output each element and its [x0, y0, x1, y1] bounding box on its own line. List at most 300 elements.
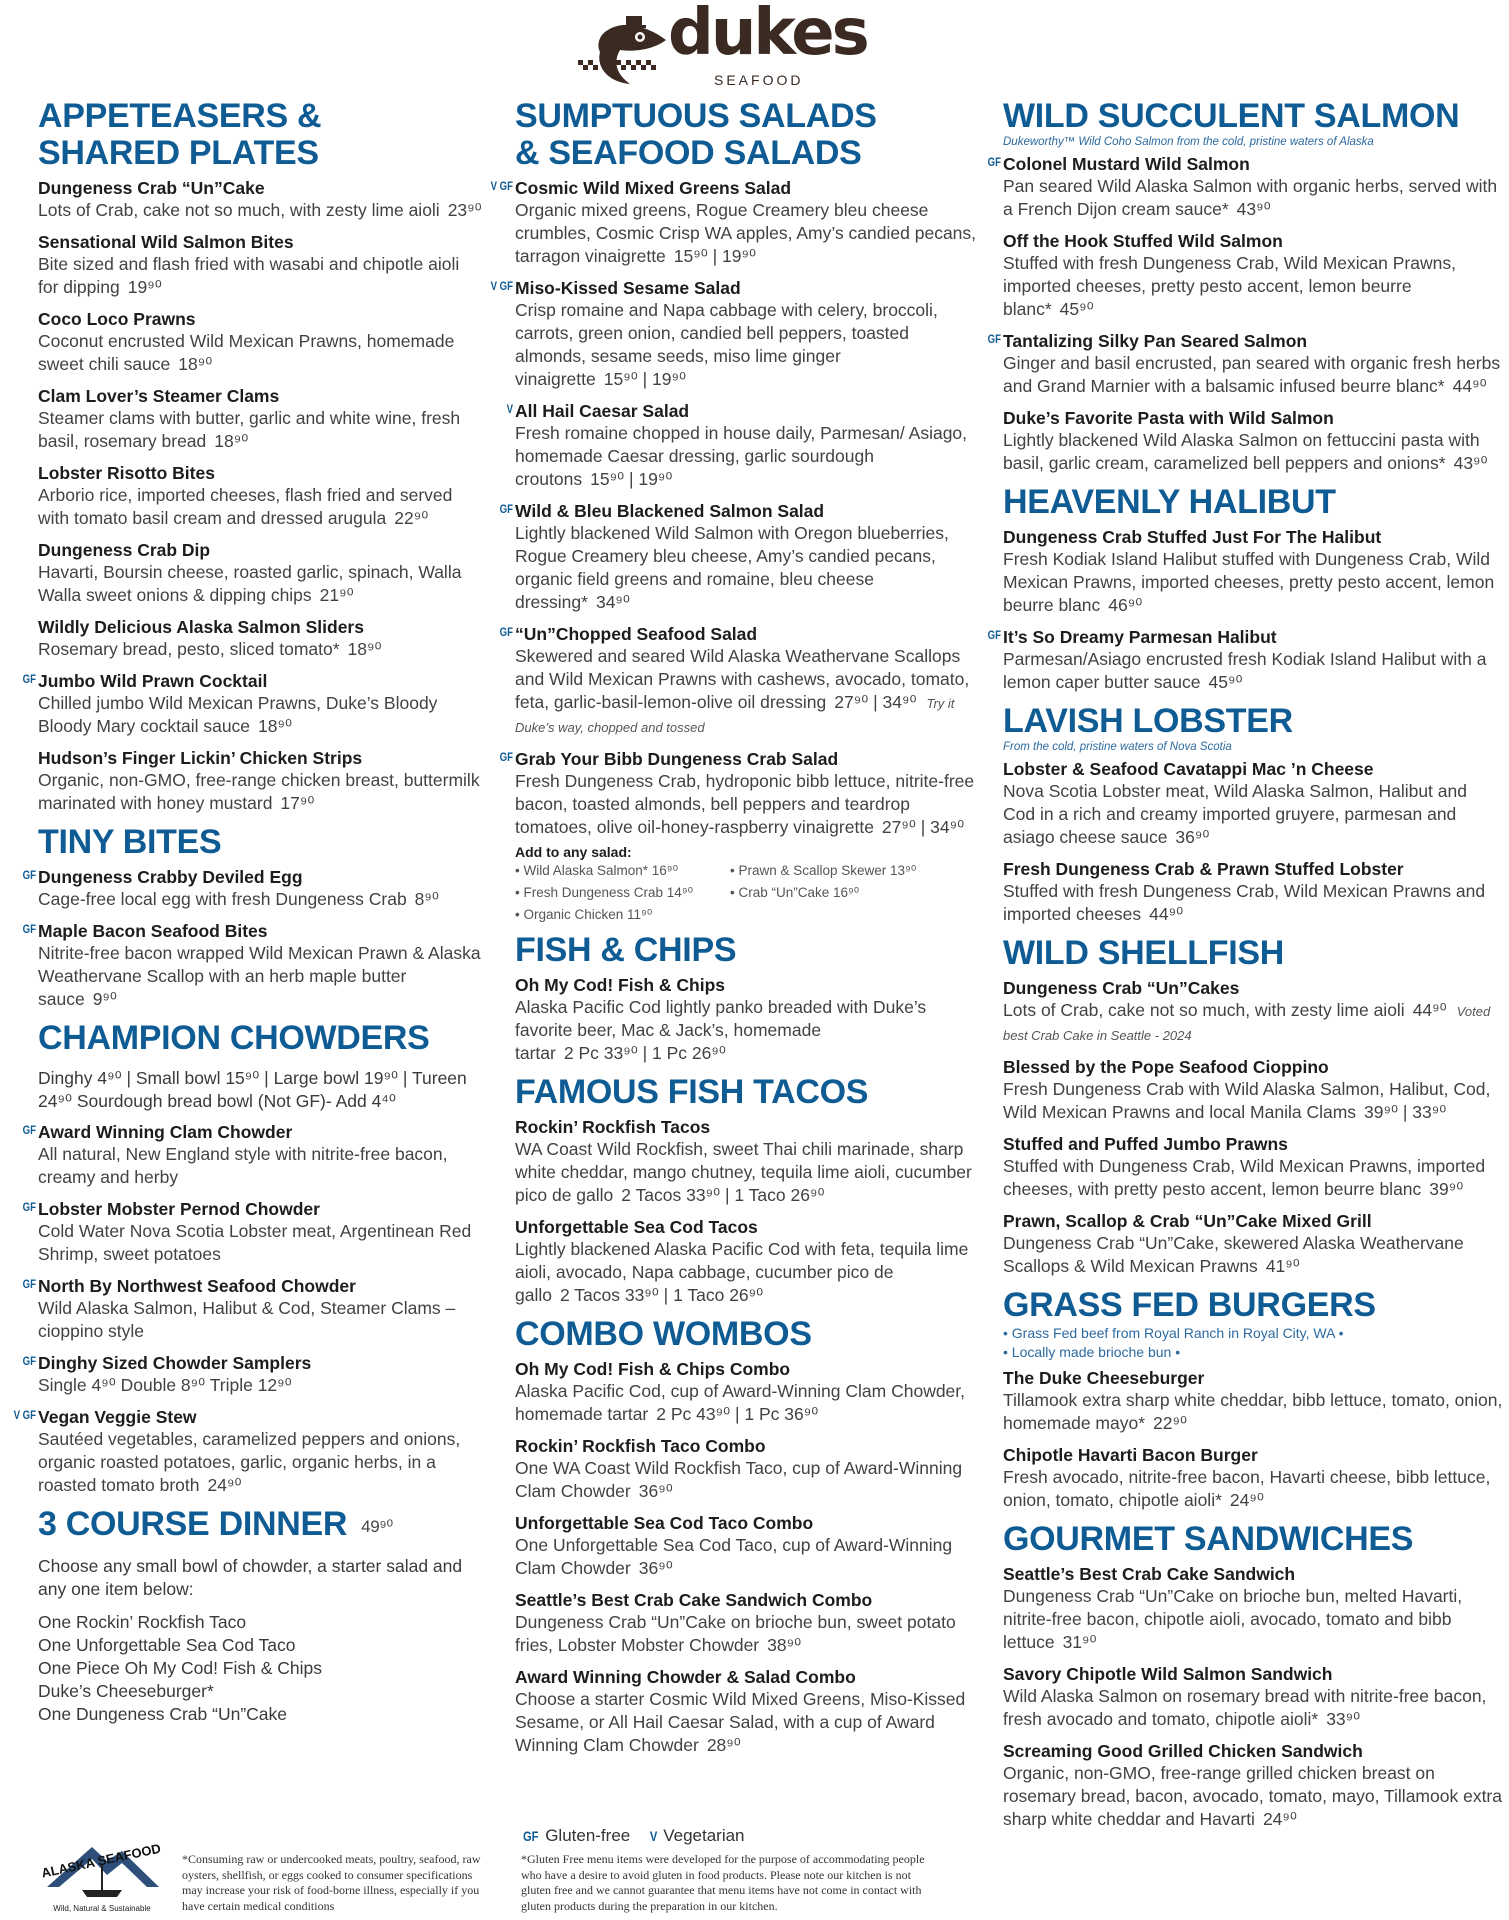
menu-item: [515, 1435, 977, 1503]
item-name: Oh My Cod! Fish & Chips: [515, 975, 725, 995]
section-note: • Grass Fed beef from Royal Ranch in Royal City, WA •: [1003, 1325, 1344, 1341]
section-title-text: GOURMET SANDWICHES: [1003, 1520, 1414, 1558]
course-option: One Unforgettable Sea Cod Taco: [38, 1634, 296, 1655]
addons-list: [515, 860, 977, 926]
gf-tag: GF: [522, 1828, 539, 1844]
item-description-text: Organic mixed greens, Rogue Creamery bleu cheese crumbles, Cosmic Crisp WA apples, Amy’s candied pecans, tarragon vinaigrette: [515, 200, 977, 266]
item-price: 39⁹⁰: [1429, 1179, 1464, 1199]
item-price: 45⁹⁰: [1208, 672, 1243, 692]
menu-item: [515, 974, 977, 1065]
item-description-text: One WA Coast Wild Rockfish Taco, cup of Award-Winning Clam Chowder: [515, 1458, 963, 1501]
item-description-text: Nitrite-free bacon wrapped Wild Mexican Prawn & Alaska Weathervane Scallop with an herb maple butter sauce: [38, 943, 481, 1009]
section-title-text: TINY BITES: [38, 823, 222, 861]
item-description: [515, 1688, 977, 1757]
v-label: Vegetarian: [663, 1826, 745, 1845]
item-description-text: Lightly blackened Wild Alaska Salmon on fettuccini pasta with basil, garlic cream, caramelized bell peppers and onions*: [1003, 430, 1480, 473]
item-price: 8⁹⁰: [414, 889, 439, 909]
item-price: 23⁹⁰: [447, 200, 482, 220]
item-name: North By Northwest Seafood Chowder: [38, 1276, 356, 1296]
section-subtitle: From the cold, pristine waters of Nova Scotia: [1003, 741, 1232, 753]
item-description-text: Lots of Crab, cake not so much, with zesty lime aioli: [1003, 1000, 1405, 1020]
menu-section: [13, 1019, 483, 1497]
section-title-text: WILD SHELLFISH: [1003, 934, 1284, 972]
item-price: 41⁹⁰: [1265, 1256, 1300, 1276]
diet-tags: GF: [22, 1200, 36, 1214]
item-description: [38, 942, 483, 1011]
item-description-text: Sautéed vegetables, caramelized peppers and onions, organic roasted potatoes, garlic, organic herbs, in a roasted tomato broth: [38, 1429, 461, 1495]
item-description-text: Dungeness Crab “Un”Cake on brioche bun, sweet potato fries, Lobster Mobster Chowder: [515, 1612, 956, 1655]
item-price: 27⁹⁰ | 34⁹⁰: [834, 692, 917, 712]
menu-item: [38, 747, 483, 815]
item-description-text: Fresh romaine chopped in house daily, Parmesan/ Asiago, homemade Caesar dressing, garlic sourdough croutons: [515, 423, 968, 489]
column-middle: [490, 97, 977, 1766]
item-price: 46⁹⁰: [1108, 595, 1143, 615]
item-description: [1003, 429, 1503, 475]
item-name: The Duke Cheeseburger: [1003, 1368, 1205, 1388]
item-description-text: Choose a starter Cosmic Wild Mixed Greens, Miso-Kissed Sesame, or All Hail Caesar Salad, with a cup of Award Winning Clam Chowder: [515, 1689, 966, 1755]
section-intro: Dinghy 4⁹⁰ | Small bowl 15⁹⁰ | Large bowl 19⁹⁰ | Tureen 24⁹⁰ Sourdough bread bowl (Not GF)- Add 4⁴⁰: [38, 1068, 467, 1111]
item-name: Sensational Wild Salmon Bites: [38, 232, 294, 252]
menu-item: [499, 748, 977, 839]
menu-item: [506, 400, 977, 491]
column-left: [13, 97, 483, 1732]
menu-section: [22, 97, 483, 815]
section-title-text: 3 COURSE DINNER: [38, 1505, 348, 1543]
menu-item: [1003, 1133, 1503, 1201]
section-title: [1003, 703, 1503, 740]
section-title: [38, 1506, 483, 1545]
section-title: [515, 98, 977, 172]
item-name: Savory Chipotle Wild Salmon Sandwich: [1003, 1664, 1333, 1684]
menu-section: [22, 823, 483, 1011]
item-price: 27⁹⁰ | 34⁹⁰: [881, 817, 965, 837]
menu-item: [38, 616, 483, 661]
item-description: [515, 1380, 977, 1426]
item-price: 9⁹⁰: [92, 989, 117, 1009]
item-description: [1003, 1762, 1503, 1831]
item-description-text: Bite sized and flash fried with wasabi and chipotle aioli for dipping: [38, 254, 460, 297]
menu-item: [1003, 858, 1503, 926]
diet-tags: GF: [499, 502, 513, 516]
menu-item: [515, 1116, 977, 1207]
menu-section: [1003, 703, 1503, 926]
diet-tags: GF: [22, 1123, 36, 1137]
item-name: Colonel Mustard Wild Salmon: [1003, 154, 1250, 174]
diet-legend: [521, 1826, 745, 1846]
item-description-text: Organic, non-GMO, free-range chicken breast, buttermilk marinated with honey mustard: [38, 770, 480, 813]
alaska-seafood-mountain-icon: [37, 1835, 167, 1915]
menu-section: [1003, 935, 1503, 1278]
menu-section: [987, 483, 1503, 694]
item-name: Dungeness Crab Dip: [38, 540, 211, 560]
section-title-text: WILD SUCCULENT SALMON: [1003, 97, 1460, 135]
menu-item: [13, 1406, 483, 1497]
item-description: [38, 484, 483, 530]
item-description: [1003, 999, 1503, 1047]
item-name: All Hail Caesar Salad: [515, 401, 690, 421]
course-option: Duke’s Cheeseburger*: [38, 1680, 214, 1701]
item-note: Voted best Crab Cake in Seattle - 2024: [1003, 1004, 1491, 1043]
diet-tags: V GF: [490, 179, 514, 193]
fish-logo-icon: [578, 12, 668, 87]
diet-tags: V GF: [13, 1408, 37, 1422]
menu-section: [515, 1074, 977, 1307]
menu-section: [1003, 1287, 1503, 1512]
item-name: Blessed by the Pope Seafood Cioppino: [1003, 1057, 1329, 1077]
item-description: [38, 199, 483, 222]
menu-item: [22, 866, 483, 911]
item-description-text: One Unforgettable Sea Cod Taco, cup of Award-Winning Clam Chowder: [515, 1535, 953, 1578]
item-name: Hudson’s Finger Lickin’ Chicken Strips: [38, 748, 363, 768]
item-description: [38, 407, 483, 453]
menu-item: [22, 920, 483, 1011]
item-description: [1003, 1232, 1503, 1278]
section-title-text: COMBO WOMBOS: [515, 1315, 812, 1353]
item-description-text: Stuffed with fresh Dungeness Crab, Wild Mexican Prawns, imported cheeses, pretty pesto accent, lemon beurre blanc*: [1003, 253, 1456, 319]
item-name: Lobster Mobster Pernod Chowder: [38, 1199, 320, 1219]
section-title: [515, 1316, 977, 1353]
item-description: [515, 422, 977, 491]
item-description: [1003, 780, 1503, 849]
menu-item: [515, 1358, 977, 1426]
menu-item: [499, 500, 977, 614]
menu-item: [38, 231, 483, 299]
diet-tags: GF: [499, 750, 513, 764]
item-name: Seattle’s Best Crab Cake Sandwich: [1003, 1564, 1296, 1584]
item-price: 18⁹⁰: [258, 716, 293, 736]
menu-item: [1003, 1740, 1503, 1831]
menu-item: [38, 539, 483, 607]
item-description: [1003, 1155, 1503, 1201]
section-title-text: FISH & CHIPS: [515, 931, 737, 969]
diet-tags: GF: [22, 1354, 36, 1368]
item-description: [38, 1428, 483, 1497]
item-price: 36⁹⁰: [638, 1558, 673, 1578]
menu-item: [22, 1352, 483, 1397]
item-name: Grab Your Bibb Dungeness Crab Salad: [515, 749, 839, 769]
section-title: [38, 1020, 483, 1057]
item-price: 15⁹⁰ | 19⁹⁰: [603, 369, 686, 389]
item-description-text: Steamer clams with butter, garlic and white wine, fresh basil, rosemary bread: [38, 408, 461, 451]
brand-name: dukes: [668, 0, 867, 70]
menu-section: [1003, 1521, 1503, 1831]
item-name: Seattle’s Best Crab Cake Sandwich Combo: [515, 1590, 873, 1610]
item-price: 38⁹⁰: [767, 1635, 802, 1655]
item-price: 2 Tacos 33⁹⁰ | 1 Taco 26⁹⁰: [559, 1285, 764, 1305]
menu-item: [1003, 1367, 1503, 1435]
item-name: Cosmic Wild Mixed Greens Salad: [515, 178, 792, 198]
item-description: [1003, 548, 1503, 617]
item-description-text: Crisp romaine and Napa cabbage with celery, broccoli, carrots, green onion, candied bell peppers, toasted almonds, sesame seeds, miso lime ginger vinaigrette: [515, 300, 938, 389]
menu-section: [515, 1316, 977, 1757]
item-description: [515, 996, 977, 1065]
item-description: [1003, 252, 1503, 321]
item-name: Duke’s Favorite Pasta with Wild Salmon: [1003, 408, 1334, 428]
item-price: 2 Tacos 33⁹⁰ | 1 Taco 26⁹⁰: [621, 1185, 825, 1205]
item-price: 22⁹⁰: [394, 508, 429, 528]
item-description-text: Pan seared Wild Alaska Salmon with organic herbs, served with a French Dijon cream sauce*: [1003, 176, 1498, 219]
item-name: Award Winning Chowder & Salad Combo: [515, 1667, 856, 1687]
item-description-text: Parmesan/Asiago encrusted fresh Kodiak Island Halibut with a lemon caper butter sauce: [1003, 649, 1487, 692]
diet-tags: GF: [22, 1277, 36, 1291]
menu-section: [987, 97, 1503, 475]
item-name: Rockin’ Rockfish Tacos: [515, 1117, 711, 1137]
item-name: Chipotle Havarti Bacon Burger: [1003, 1445, 1258, 1465]
diet-tags: GF: [987, 155, 1001, 169]
item-name: Dinghy Sized Chowder Samplers: [38, 1353, 312, 1373]
item-name: Wildly Delicious Alaska Salmon Sliders: [38, 617, 364, 637]
section-title: [1003, 935, 1503, 972]
item-description-text: Cage-free local egg with fresh Dungeness Crab: [38, 889, 407, 909]
item-name: Tantalizing Silky Pan Seared Salmon: [1003, 331, 1308, 351]
item-price: 15⁹⁰ | 19⁹⁰: [590, 469, 673, 489]
item-description: [38, 1297, 483, 1343]
menu-section: [515, 932, 977, 1065]
item-description: [1003, 648, 1503, 694]
item-name: Miso-Kissed Sesame Salad: [515, 278, 741, 298]
item-price: 24⁹⁰: [1262, 1809, 1297, 1829]
menu-item: [987, 330, 1503, 398]
menu-item: [987, 626, 1503, 694]
menu-item: [1003, 758, 1503, 849]
menu-item: [38, 308, 483, 376]
item-description: [515, 770, 977, 839]
item-price: 39⁹⁰ | 33⁹⁰: [1364, 1102, 1447, 1122]
addon-item: • Prawn & Scallop Skewer 13⁹⁰: [730, 860, 950, 882]
item-description-text: Fresh Kodiak Island Halibut stuffed with Dungeness Crab, Wild Mexican Prawns, imported cheeses, pretty pesto accent, lemon beurre blanc: [1003, 549, 1495, 615]
item-description-text: WA Coast Wild Rockfish, sweet Thai chili marinade, sharp white cheddar, mango chutney, tequila lime aioli, cucumber pico de gallo: [515, 1139, 972, 1205]
item-description-text: Fresh avocado, nitrite-free bacon, Havarti cheese, bibb lettuce, onion, tomato, chipotle aioli*: [1003, 1467, 1491, 1510]
section-note: • Locally made brioche bun •: [1003, 1344, 1181, 1360]
item-name: Unforgettable Sea Cod Tacos: [515, 1217, 758, 1237]
menu-item: [1003, 407, 1503, 475]
item-description-text: Organic, non-GMO, free-range grilled chicken breast on rosemary bread, bacon, avocado, tomato, mayo, Tillamook extra sharp white cheddar and Havarti: [1003, 1763, 1502, 1829]
item-description: [515, 1611, 977, 1657]
item-price: 34⁹⁰: [595, 592, 630, 612]
course-options: [38, 1611, 483, 1726]
item-description: [1003, 175, 1503, 221]
item-description: [515, 1457, 977, 1503]
gf-label: Gluten-free: [545, 1826, 631, 1845]
item-description: [38, 1143, 483, 1189]
item-description: [1003, 1078, 1503, 1124]
item-description: [1003, 1685, 1503, 1731]
item-name: Oh My Cod! Fish & Chips Combo: [515, 1359, 791, 1379]
menu-item: [499, 623, 977, 739]
item-name: It’s So Dreamy Parmesan Halibut: [1003, 627, 1277, 647]
item-price: 28⁹⁰: [706, 1735, 741, 1755]
item-name: Prawn, Scallop & Crab “Un”Cake Mixed Grill: [1003, 1211, 1372, 1231]
addon-item: • Wild Alaska Salmon* 16⁹⁰: [515, 860, 730, 882]
item-name: Dungeness Crab “Un”Cakes: [1003, 978, 1240, 998]
item-price: 18⁹⁰: [347, 639, 382, 659]
item-description: [38, 561, 483, 607]
v-tag: V: [650, 1828, 658, 1844]
item-description: [38, 1374, 483, 1397]
raw-food-disclaimer: *Consuming raw or undercooked meats, poultry, seafood, raw oysters, shellfish, or eggs cooked to consumer specifications may increase your risk of food-borne illness, especially if you have certain medical conditions: [182, 1852, 481, 1913]
item-name: Coco Loco Prawns: [38, 309, 196, 329]
item-description: [515, 299, 977, 391]
menu-section: [490, 97, 977, 926]
section-title-text: APPETEASERS & SHARED PLATES: [38, 97, 322, 172]
item-description-text: Nova Scotia Lobster meat, Wild Alaska Salmon, Halibut and Cod in a rich and creamy imported gruyere, parmesan and asiago cheese sauce: [1003, 781, 1467, 847]
item-description-text: Cold Water Nova Scotia Lobster meat, Argentinean Red Shrimp, sweet potatoes: [38, 1221, 472, 1264]
menu-item: [22, 1275, 483, 1343]
section-title-text: HEAVENLY HALIBUT: [1003, 483, 1336, 521]
item-name: Screaming Good Grilled Chicken Sandwich: [1003, 1741, 1363, 1761]
menu-item: [1003, 230, 1503, 321]
section-title-text: FAMOUS FISH TACOS: [515, 1073, 869, 1111]
item-description-text: Dungeness Crab “Un”Cake, skewered Alaska Weathervane Scallops & Wild Mexican Prawns: [1003, 1233, 1464, 1276]
menu-item: [1003, 1563, 1503, 1654]
dukes-logo: [578, 0, 867, 90]
item-description-text: Rosemary bread, pesto, sliced tomato*: [38, 639, 340, 659]
menu-section: [38, 1506, 483, 1726]
diet-tags: GF: [499, 625, 513, 639]
menu-item: [1003, 526, 1503, 617]
item-description-text: Fresh Dungeness Crab with Wild Alaska Salmon, Halibut, Cod, Wild Mexican Prawns and local Manila Clams: [1003, 1079, 1491, 1122]
item-name: Vegan Veggie Stew: [38, 1407, 197, 1427]
item-name: Off the Hook Stuffed Wild Salmon: [1003, 231, 1283, 251]
item-price: 31⁹⁰: [1062, 1632, 1097, 1652]
item-price: 18⁹⁰: [214, 431, 249, 451]
item-description-text: Wild Alaska Salmon on rosemary bread with nitrite-free bacon, fresh avocado and tomato, chipotle aioli*: [1003, 1686, 1487, 1729]
svg-text:ALASKA SEAFOOD: ALASKA SEAFOOD: [40, 1840, 163, 1881]
item-name: Dungeness Crab Stuffed Just For The Halibut: [1003, 527, 1382, 547]
menu-item: [490, 177, 977, 268]
item-price: 19⁹⁰: [127, 277, 162, 297]
item-price: 2 Pc 33⁹⁰ | 1 Pc 26⁹⁰: [563, 1043, 726, 1063]
menu-item: [22, 1121, 483, 1189]
menu-item: [515, 1512, 977, 1580]
section-title: [1003, 484, 1503, 521]
diet-tags: V GF: [490, 279, 514, 293]
item-name: Lobster Risotto Bites: [38, 463, 215, 483]
item-description-text: Stuffed with Dungeness Crab, Wild Mexican Prawns, imported cheeses, with pretty pesto accent, lemon beurre blanc: [1003, 1156, 1486, 1199]
item-description-text: Alaska Pacific Cod lightly panko breaded with Duke’s favorite beer, Mac & Jack’s, homemade tartar: [515, 997, 927, 1063]
item-name: Lobster & Seafood Cavatappi Mac ’n Cheese: [1003, 759, 1374, 779]
item-description: [515, 522, 977, 614]
item-price: 2 Pc 43⁹⁰ | 1 Pc 36⁹⁰: [656, 1404, 819, 1424]
menu-item: [1003, 977, 1503, 1047]
section-subtitle: Dukeworthy™ Wild Coho Salmon from the cold, pristine waters of Alaska: [1003, 136, 1374, 148]
menu-item: [22, 670, 483, 738]
brand-subtitle: SEAFOOD: [714, 72, 804, 88]
item-name: Maple Bacon Seafood Bites: [38, 921, 268, 941]
item-price: 44⁹⁰: [1452, 376, 1487, 396]
item-description-text: Lightly blackened Wild Salmon with Oregon blueberries, Rogue Creamery bleu cheese, Amy’s candied pecans, organic field greens and romaine, bleu cheese dressing*: [515, 523, 949, 612]
section-title: [1003, 1287, 1503, 1324]
item-description-text: Ginger and basil encrusted, pan seared with organic fresh herbs and Grand Marnier with a balsamic infused beurre blanc*: [1003, 353, 1501, 396]
item-description: [515, 645, 977, 739]
item-description: [515, 199, 977, 268]
item-name: Dungeness Crab “Un”Cake: [38, 178, 265, 198]
item-name: Wild & Bleu Blackened Salmon Salad: [515, 501, 825, 521]
menu-item: [1003, 1444, 1503, 1512]
menu-item: [515, 1216, 977, 1307]
item-note: Try it Duke’s way, chopped and tossed: [515, 696, 955, 735]
item-description-text: Fresh Dungeness Crab, hydroponic bibb lettuce, nitrite-free bacon, toasted almonds, bell peppers and teardrop tomatoes, olive oil-honey-raspberry vinaigrette: [515, 771, 975, 837]
alaska-seafood-logo: [37, 1835, 167, 1915]
menu-item: [38, 462, 483, 530]
addons-label: Add to any salad:: [515, 844, 632, 860]
addon-item: • Fresh Dungeness Crab 14⁹⁰: [515, 882, 730, 904]
diet-tags: GF: [987, 332, 1001, 346]
diet-tags: GF: [22, 672, 36, 686]
section-intro: Choose any small bowl of chowder, a starter salad and any one item below:: [38, 1555, 463, 1599]
menu-item: [515, 1666, 977, 1757]
item-price: 36⁹⁰: [638, 1481, 673, 1501]
item-description: [515, 1138, 977, 1207]
item-description-text: Wild Alaska Salmon, Halibut & Cod, Steamer Clams – cioppino style: [38, 1298, 456, 1341]
item-description-text: Chilled jumbo Wild Mexican Prawns, Duke’s Bloody Bloody Mary cocktail sauce: [38, 693, 438, 736]
addon-item: • Crab “Un”Cake 16⁹⁰: [730, 882, 950, 904]
item-price: 24⁹⁰: [207, 1475, 242, 1495]
item-description: [38, 888, 483, 911]
diet-tags: V: [506, 402, 513, 416]
section-title: [38, 98, 483, 172]
item-description-text: Tillamook extra sharp white cheddar, bibb lettuce, tomato, onion, homemade mayo*: [1003, 1390, 1503, 1433]
diet-tags: GF: [22, 868, 36, 882]
menu-item: [490, 277, 977, 391]
item-name: Award Winning Clam Chowder: [38, 1122, 293, 1142]
menu-item: [1003, 1056, 1503, 1124]
item-name: Jumbo Wild Prawn Cocktail: [38, 671, 268, 691]
item-description-text: Arborio rice, imported cheeses, flash fried and served with tomato basil cream and dressed arugula: [38, 485, 453, 528]
item-description-text: All natural, New England style with nitrite-free bacon, creamy and herby: [38, 1144, 448, 1187]
item-description-text: Dungeness Crab “Un”Cake on brioche bun, melted Havarti, nitrite-free bacon, chipotle aioli, avocado, tomato and bibb lettuce: [1003, 1586, 1463, 1652]
item-price: 15⁹⁰ | 19⁹⁰: [673, 246, 757, 266]
item-price: 44⁹⁰: [1412, 1000, 1447, 1020]
item-description-text: Stuffed with fresh Dungeness Crab, Wild Mexican Prawns and imported cheeses: [1003, 881, 1486, 924]
item-description: [38, 638, 483, 661]
column-right: [987, 97, 1503, 1840]
item-name: Unforgettable Sea Cod Taco Combo: [515, 1513, 814, 1533]
item-description: [38, 692, 483, 738]
item-price: 44⁹⁰: [1149, 904, 1184, 924]
section-title: [38, 824, 483, 861]
item-description-text: Lots of Crab, cake not so much, with zesty lime aioli: [38, 200, 440, 220]
item-description: [1003, 1389, 1503, 1435]
item-price: 24⁹⁰: [1229, 1490, 1264, 1510]
course-option: One Dungeness Crab “Un”Cake: [38, 1703, 288, 1724]
section-title: [515, 1074, 977, 1111]
item-description: [1003, 1585, 1503, 1654]
item-price: 17⁹⁰: [280, 793, 315, 813]
menu-item: [38, 177, 483, 222]
item-name: Clam Lover’s Steamer Clams: [38, 386, 280, 406]
section-title: [1003, 98, 1503, 135]
diet-tags: GF: [987, 628, 1001, 642]
item-description: [38, 253, 483, 299]
item-price: 45⁹⁰: [1059, 299, 1094, 319]
section-title-text: GRASS FED BURGERS: [1003, 1286, 1376, 1324]
svg-text:Wild, Natural & Sustainable: Wild, Natural & Sustainable: [53, 1904, 151, 1913]
section-title-text: SUMPTUOUS SALADS & SEAFOOD SALADS: [515, 97, 877, 172]
item-name: Stuffed and Puffed Jumbo Prawns: [1003, 1134, 1288, 1154]
item-price: 22⁹⁰: [1153, 1413, 1188, 1433]
item-price: 33⁹⁰: [1326, 1709, 1361, 1729]
item-description: [515, 1238, 977, 1307]
section-title-text: LAVISH LOBSTER: [1003, 702, 1293, 740]
item-description-text: Lightly blackened Alaska Pacific Cod with feta, tequila lime aioli, avocado, Napa cabbage, cucumber pico de gallo: [515, 1239, 969, 1305]
item-price: 43⁹⁰: [1453, 453, 1488, 473]
section-title-text: CHAMPION CHOWDERS: [38, 1019, 430, 1057]
item-description-text: Alaska Pacific Cod, cup of Award-Winning Clam Chowder, homemade tartar: [515, 1381, 966, 1424]
item-name: Fresh Dungeness Crab & Prawn Stuffed Lobster: [1003, 859, 1404, 879]
section-title: [515, 932, 977, 969]
menu-item: [22, 1198, 483, 1266]
